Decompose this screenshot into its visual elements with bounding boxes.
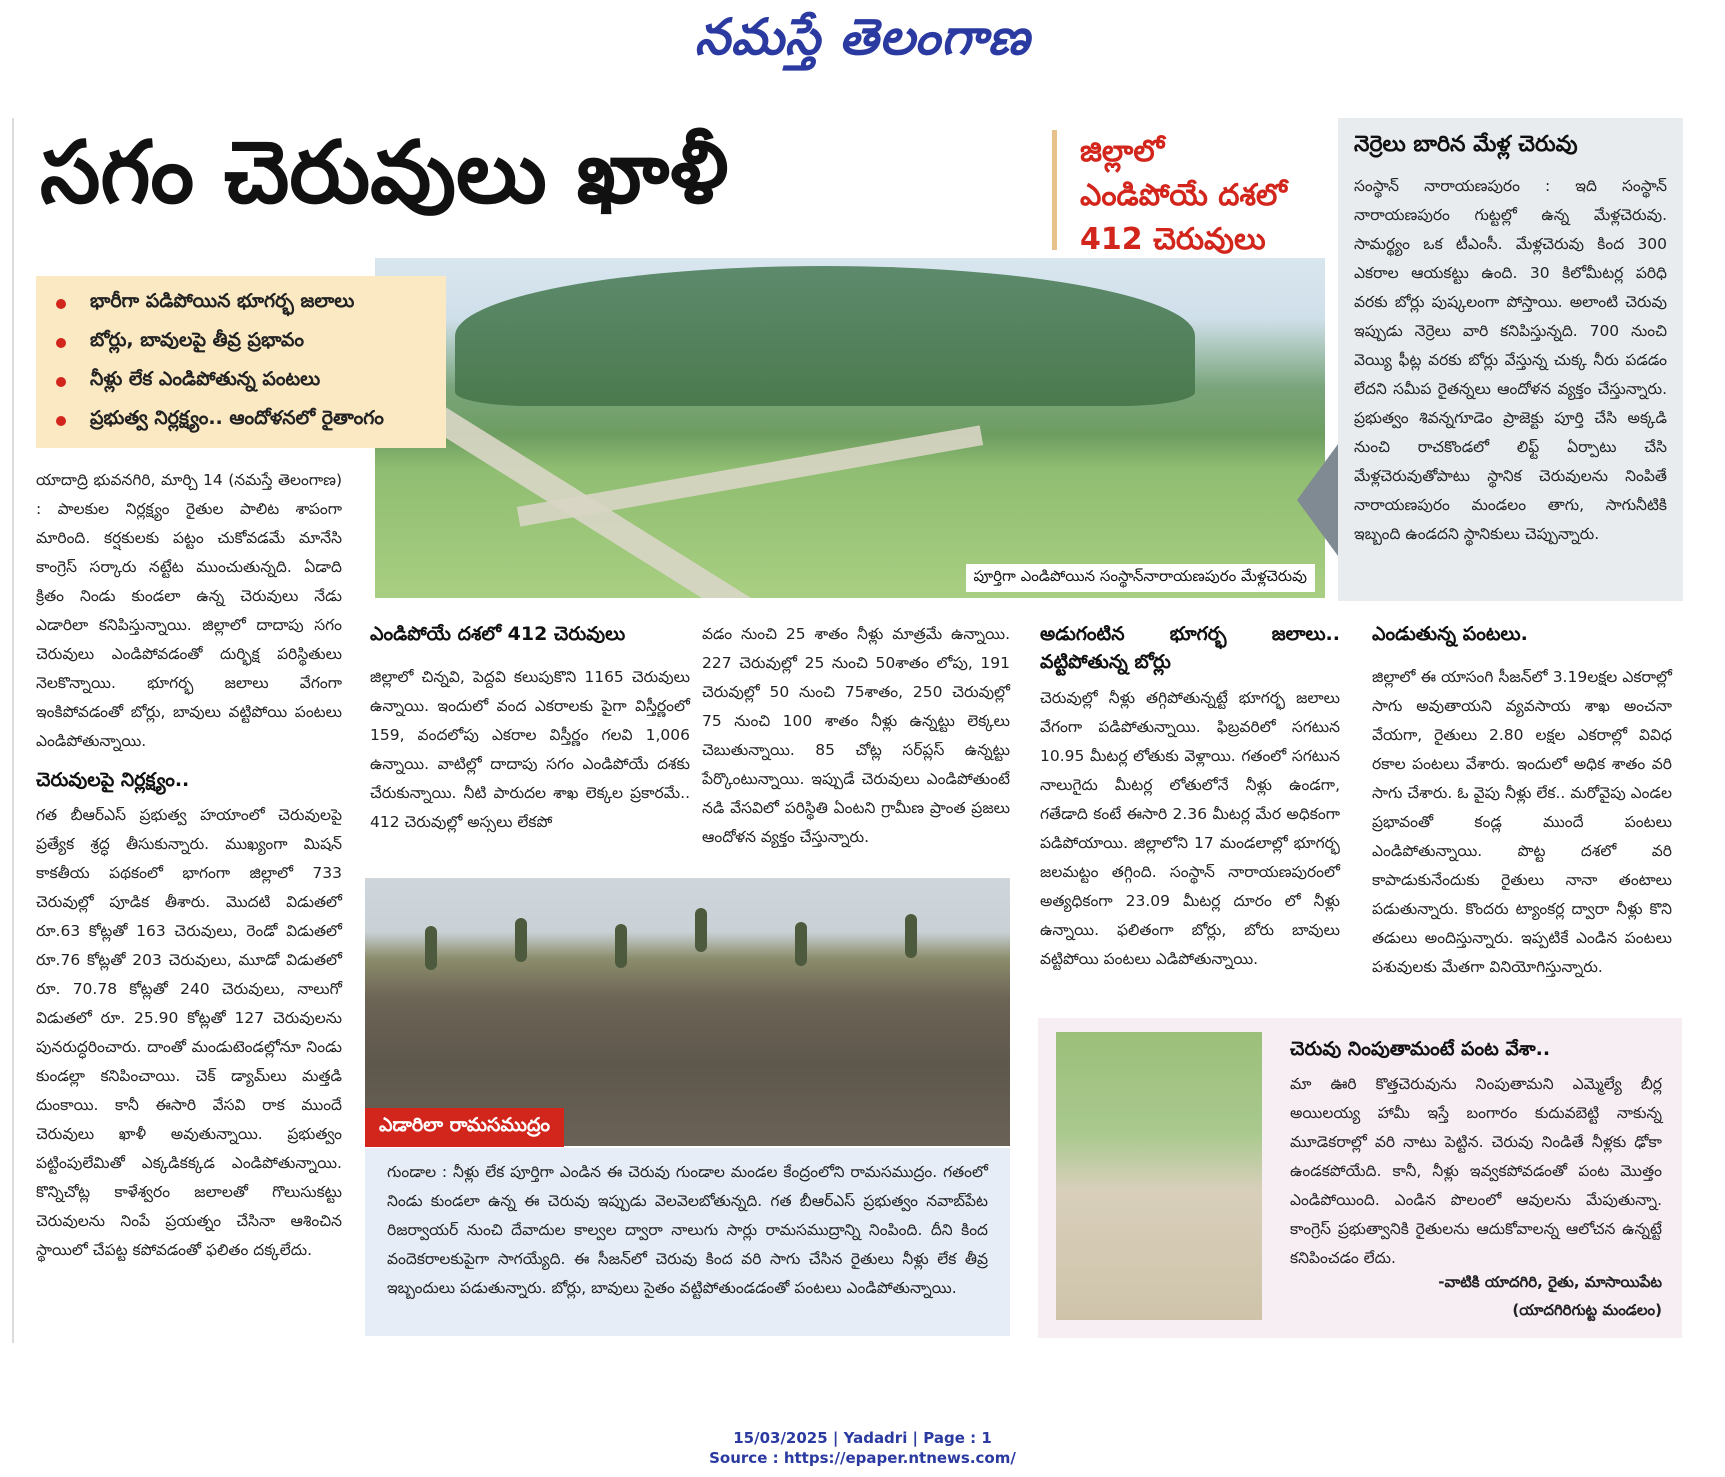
subhead-groundwater: అడుగంటిన భూగర్భ జలాలు.. వట్టిపోతున్న బోర్లు bbox=[1040, 623, 1340, 673]
subhead-crops: ఎండుతున్న పంటలు. bbox=[1372, 623, 1528, 645]
highlight-item: నీళ్లు లేక ఎండిపోతున్న పంటలు bbox=[50, 362, 446, 401]
headline: సగం చెరువులు ఖాళీ bbox=[40, 123, 729, 223]
column-2 bbox=[370, 620, 690, 837]
tree-shape bbox=[425, 926, 437, 970]
hill-shape bbox=[455, 266, 1195, 406]
tree-shape bbox=[615, 924, 627, 968]
column-5 bbox=[1372, 620, 1672, 982]
bullet-icon bbox=[56, 338, 66, 348]
masthead: నమస్తే తెలంగాణ bbox=[694, 8, 1031, 66]
highlights-box bbox=[36, 276, 446, 448]
intro-paragraph: యాదాద్రి భువనగిరి, మార్చి 14 (నమస్తే తెలంగాణ) : పాలకుల నిర్లక్ష్యం రైతుల పాలిట శాపంగా మారింది. కర్షకులకు పట్టం చుకోవడమే మానేసి కాంగ్రెస్ సర్కారు నట్టేట ముంచుతున్నది. ఏడాది క్రితం నిండు కుండలా ఉన్న చెరువులు నేడు ఎడారిలా కనిపిస్తున్నాయి. జిల్లాలో దాదాపు సగం చెరువులు ఎండిపోవడంతో దుర్భిక్ష పరిస్థితులు నెలకొన్నాయి. భూగర్భ జలాలు వేగంగా ఇంకిపోవడంతో బోర్లు, బావులు వట్టిపోయి పంటలు ఎండిపోతున్నాయి. bbox=[36, 471, 342, 750]
highlight-item: ప్రభుత్వ నిర్లక్ష్యం.. ఆందోళనలో రైతాంగం bbox=[50, 401, 446, 440]
subhead-412-tanks: ఎండిపోయే దశలో 412 చెరువులు bbox=[370, 623, 626, 645]
tree-shape bbox=[795, 922, 807, 966]
kicker-line-1: జిల్లాలో bbox=[1080, 134, 1165, 169]
ramasamudram-photo bbox=[365, 878, 1010, 1146]
sidebar-title: నెర్రెలు బారిన మేళ్ల చెరువు bbox=[1354, 132, 1578, 157]
quote-body: మా ఊరి కొత్తచెరువును నింపుతామని ఎమ్మెల్యే బీర్ల అయిలయ్య హామీ ఇస్తే బంగారం కుదువబెట్టి నాకున్న మూడెకరాల్లో వరి నాటు పెట్టిన. చెరువు నిండితే నీళ్లకు ఢోకా ఉండకపోయేది. కానీ, నీళ్లు ఇవ్వకపోవడంతో పంట మొత్తం ఎండిపోయింది. ఎండిన పొలంలో ఆవులను మేపుతున్నా. కాంగ్రెస్ ప్రభుత్వానికి రైతులను ఆదుకోవాలన్న ఆలోచన ఉన్నట్టే కనిపించడం లేదు. bbox=[1290, 1075, 1662, 1267]
page-footer bbox=[0, 1428, 1725, 1468]
sidebar-body: సంస్థాన్ నారాయణపురం : ఇది సంస్థాన్ నారాయణపురం గుట్టల్లో ఉన్న మేళ్లచెరువు. సామర్థ్యం ఒక టీఎంసీ. మేళ్లచెరువు కింద 300 ఎకరాల ఆయకట్టు ఉంది. 30 కిలోమీటర్ల పరిధి వరకు బోర్లు పుష్కలంగా పోస్తాయి. అలాంటి చెరువు ఇప్పుడు నెర్రెలు వారి కనిపిస్తున్నది. 700 నుంచి వెయ్యి ఫీట్ల వరకు బోర్లు వేస్తున్న చుక్క నీరు పడడం లేదని సమీప రైతన్నలు ఆందోళన వ్యక్తం చేస్తున్నారు. ప్రభుత్వం శివన్నగూడెం ప్రాజెక్టు పూర్తి చేసి అక్కడి నుంచి రాచకొండలో లిఫ్ట్ ఏర్పాటు చేసి మేళ్లచెరువుతోపాటు స్థానిక చెరువులను నింపితే నారాయణపురం మండలం తాగు, సాగునీటికి ఇబ్బంది ఉండదని స్థానికులు చెప్పున్నారు. bbox=[1354, 177, 1667, 543]
groundwater-paragraph: చెరువుల్లో నీళ్లు తగ్గిపోతున్నట్టే భూగర్భ జలాలు వేగంగా పడిపోతున్నాయి. ఫిబ్రవరిలో సగటున 10.95 మీటర్ల లోతుకు వెళ్లాయి. గతంలో సగటున నాలుగైదు మీటర్ల లోతులోనే నీళ్లు ఉండగా, గతేడాది కంటే ఈసారి 2.36 మీటర్ల మేర అధికంగా పడిపోయాయి. జిల్లాలోని 17 మండలాల్లో భూగర్భ జలమట్టం తగ్గింది. సంస్థాన్ నారాయణపురంలో అత్యధికంగా 23.09 మీటర్ల దూరం లో నీళ్లు ఉన్నాయి. ఫలితంగా బోర్లు, బోరు బావులు వట్టిపోయి పంటలు ఎడిపోతున్నాయి. bbox=[1040, 689, 1340, 968]
photo-caption: పూర్తిగా ఎండిపోయిన సంస్థాన్‌నారాయణపురం మేళ్లచెరువు bbox=[966, 564, 1316, 592]
photo2-caption: ఎడారిలా రామసముద్రం bbox=[365, 1108, 564, 1147]
triangle-marker bbox=[1297, 440, 1341, 560]
quote-signature bbox=[1290, 1268, 1662, 1324]
quote-signature-name: -వాటికి యాదగిరి, రైతు, మాసాయిపేట bbox=[1438, 1273, 1662, 1291]
tree-shape bbox=[695, 908, 707, 952]
tree-shape bbox=[515, 918, 527, 962]
farmer-quote-box bbox=[1038, 1018, 1682, 1338]
dried-lake-photo bbox=[375, 258, 1325, 598]
quote-signature-place: (యాదగిరిగుట్ట మండలం) bbox=[1512, 1301, 1662, 1319]
subhead-neglect: చెరువులపై నిర్లక్ష్యం.. bbox=[36, 769, 190, 791]
column-1 bbox=[36, 466, 342, 1265]
sidebar-story bbox=[1338, 118, 1683, 601]
farmer-photo bbox=[1056, 1032, 1262, 1320]
left-rule bbox=[12, 118, 14, 1343]
quote-title: చెరువు నింపుతామంటే పంట వేశా.. bbox=[1290, 1038, 1551, 1060]
kicker bbox=[1080, 130, 1320, 262]
ramasamudram-body: గుండాల : నీళ్లు లేక పూర్తిగా ఎండిన ఈ చెరువు గుండాల మండల కేంద్రంలోని రామసముద్రం. గతంలో నిండు కుండలా ఉన్న ఈ చెరువు ఇప్పుడు వెలవెలబోతున్నది. గత బీఆర్ఎస్ ప్రభుత్వం నవాబ్‌పేట రిజర్వాయర్ నుంచి దేవాదుల కాల్వల ద్వారా నాలుగు సార్లు రామసముద్రాన్ని నింపింది. దీని కింద వందెకరాలకుపైగా సాగయ్యేది. ఈ సీజన్‌లో చెరువు కింద వరి సాగు చేసిన రైతులు నీళ్లు లేక తీవ్ర ఇబ్బందులు పడుతున్నారు. బోర్లు, బావులు సైతం వట్టిపోతుండడంతో పంటలు ఎండిపోతున్నాయి. bbox=[387, 1163, 988, 1297]
bullet-icon bbox=[56, 299, 66, 309]
column-3 bbox=[702, 620, 1010, 852]
bullet-icon bbox=[56, 377, 66, 387]
dirt-path-branch bbox=[517, 425, 983, 526]
highlight-item: బోర్లు, బావులపై తీవ్ర ప్రభావం bbox=[50, 323, 446, 362]
tanks-continued: వడం నుంచి 25 శాతం నీళ్లు మాత్రమే ఉన్నాయి. 227 చెరువుల్లో 25 నుంచి 50శాతం లోపు, 191 చెరువుల్లో 50 నుంచి 75శాతం, 250 చెరువుల్లో 75 నుంచి 100 శాతం నీళ్లు ఉన్నట్టు లెక్కలు చెబుతున్నాయి. 85 చోట్ల సర్‌ప్లస్ ఉన్నట్టు పేర్కొంటున్నాయి. ఇప్పుడే చెరువులు ఎండిపోతుంటే నడి వేసవిలో పరిస్థితి ఏంటని గ్రామీణ ప్రాంత ప్రజలు ఆందోళన వ్యక్తం చేస్తున్నారు. bbox=[702, 625, 1010, 846]
crops-paragraph: జిల్లాలో ఈ యాసంగి సీజన్‌లో 3.19లక్షల ఎకరాల్లో సాగు అవుతాయని వ్యవసాయ శాఖ అంచనా వేయగా, రైతులు 2.80 లక్షల ఎకరాల్లో వివిధ రకాల పంటలు వేశారు. ఇందులో అధిక శాతం వరి సాగు చేశారు. ఓ వైపు నీళ్లు లేక.. మరోవైపు ఎండల ప్రభావంతో కండ్ల ముందే పంటలు ఎండిపోతున్నాయి. పొట్ట దశలో వరి కాపాడుకునేందుకు రైతులు నానా తంటాలు పడుతున్నారు. కొందరు ట్యాంకర్ల ద్వారా నీళ్లు కొని తడులు అందిస్తున్నారు. ఇప్పటికే ఎండిన పంటలు పశువులకు మేతగా వినియోగిస్తున్నారు. bbox=[1372, 668, 1672, 976]
footer-source-line: Source : https://epaper.ntnews.com/ bbox=[709, 1449, 1016, 1467]
kicker-bar bbox=[1052, 130, 1057, 250]
kicker-line-3: 412 చెరువులు bbox=[1080, 222, 1266, 257]
bullet-icon bbox=[56, 416, 66, 426]
footer-date-line: 15/03/2025 | Yadadri | Page : 1 bbox=[733, 1429, 992, 1447]
ramasamudram-story bbox=[365, 1148, 1010, 1336]
column-4 bbox=[1040, 620, 1340, 974]
highlight-item: భారీగా పడిపోయిన భూగర్భ జలాలు bbox=[50, 284, 446, 323]
tree-shape bbox=[905, 914, 917, 958]
kicker-line-2: ఎండిపోయే దశలో bbox=[1080, 178, 1287, 213]
neglect-paragraph: గత బీఆర్ఎస్ ప్రభుత్వ హయాంలో చెరువులపై ప్రత్యేక శ్రద్ధ తీసుకున్నారు. ముఖ్యంగా మిషన్ కాకతీయ పథకంలో భాగంగా జిల్లాలో 733 చెరువుల్లో పూడిక తీశారు. మొదటి విడుతలో రూ.63 కోట్లతో 163 చెరువులు, రెండో విడుతలో రూ.76 కోట్లతో 203 చెరువులు, మూడో విడుతలో రూ. 70.78 కోట్లతో 240 చెరువులు, నాలుగో విడుతలో రూ. 25.90 కోట్లతో 127 చెరువులను పునరుద్ధరించారు. దాంతో మండుటెండల్లోనూ నిండు కుండల్లా కనిపించాయి. చెక్ డ్యామ్‌లు మత్తడి దుంకాయి. కానీ ఈసారి వేసవి రాక ముందే చెరువులు ఖాళీ అవుతున్నాయి. ప్రభుత్వం పట్టింపులేమితో ఎక్కడికక్కడ ఎండిపోతున్నాయి. కొన్నిచోట్ల కాళేశ్వరం జలాలతో గొలుసుకట్టు చెరువులను నింపే ప్రయత్నం చేసినా ఆశించిన స్థాయిలో చేపట్ట కపోవడంతో ఫలితం దక్కలేదు. bbox=[36, 806, 342, 1259]
tanks-paragraph: జిల్లాలో చిన్నవి, పెద్దవి కలుపుకొని 1165 చెరువులు ఉన్నాయి. ఇందులో వంద ఎకరాలకు పైగా విస్తీర్ణంలో 159, వందలోపు ఎకరాల విస్తీర్ణం గలవి 1,006 ఉన్నాయి. వాటిల్లో దాదాపు సగం ఎండిపోయే దశకు చేరుకున్నాయి. నీటి పారుదల శాఖ లెక్కల ప్రకారమే.. 412 చెరువుల్లో అస్సలు లేకపో bbox=[370, 668, 690, 831]
